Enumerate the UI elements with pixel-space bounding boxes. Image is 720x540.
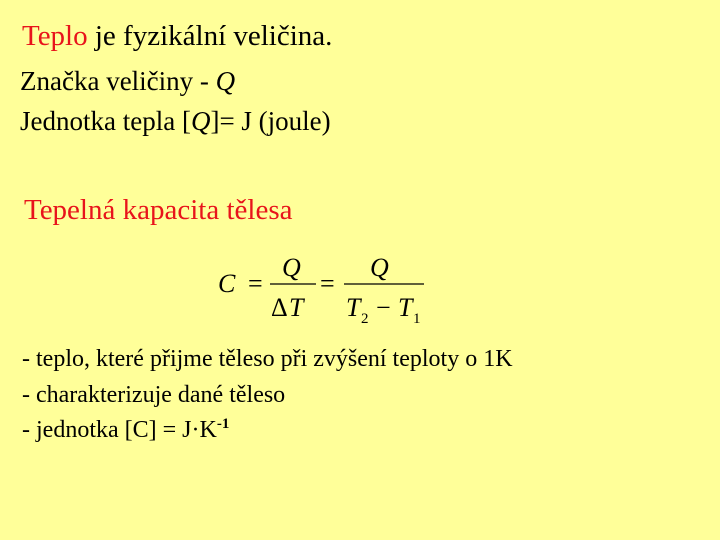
- unit-suffix: ]= J (joule): [210, 106, 331, 136]
- formula-frac2-t1: T: [398, 293, 413, 322]
- unit-symbol: Q: [190, 106, 211, 136]
- formula-frac2-t2: T: [346, 293, 361, 322]
- formula-frac2-sub2: 2: [361, 311, 369, 327]
- formula-frac2-minus: −: [376, 293, 391, 322]
- unit-prefix: Jednotka tepla [: [20, 106, 191, 136]
- bullet-unit-text: - jednotka [C] = J·K: [22, 417, 217, 443]
- bullet-heat-absorbed: - teplo, které přijme těleso při zvýšení teploty o 1K: [22, 346, 513, 372]
- intro-line: [22, 20, 332, 53]
- bullet-unit-exponent: -1: [216, 416, 230, 432]
- formula-lhs: C: [218, 269, 236, 298]
- formula-frac1-denominator-var: T: [289, 293, 304, 322]
- intro-keyword: Teplo: [22, 20, 88, 52]
- intro-rest: je fyzikální veličina.: [87, 20, 333, 52]
- formula-frac2-sub1: 1: [413, 311, 421, 327]
- formula-eq-2: =: [320, 269, 335, 298]
- formula-eq-1: =: [248, 269, 263, 298]
- bullet-unit: [22, 416, 229, 444]
- symbol-value: Q: [215, 66, 236, 96]
- section-title: Tepelná kapacita tělesa: [24, 194, 293, 226]
- heat-capacity-formula: [212, 250, 432, 335]
- unit-line: [20, 106, 331, 137]
- bullet-characterizes-body: - charakterizuje dané těleso: [22, 382, 286, 408]
- formula-frac2-numerator: Q: [370, 253, 389, 282]
- formula-frac1-numerator: Q: [282, 253, 301, 282]
- symbol-label: Značka veličiny -: [20, 66, 216, 96]
- formula-frac1-denominator-delta: Δ: [271, 293, 288, 322]
- symbol-line: [20, 66, 235, 97]
